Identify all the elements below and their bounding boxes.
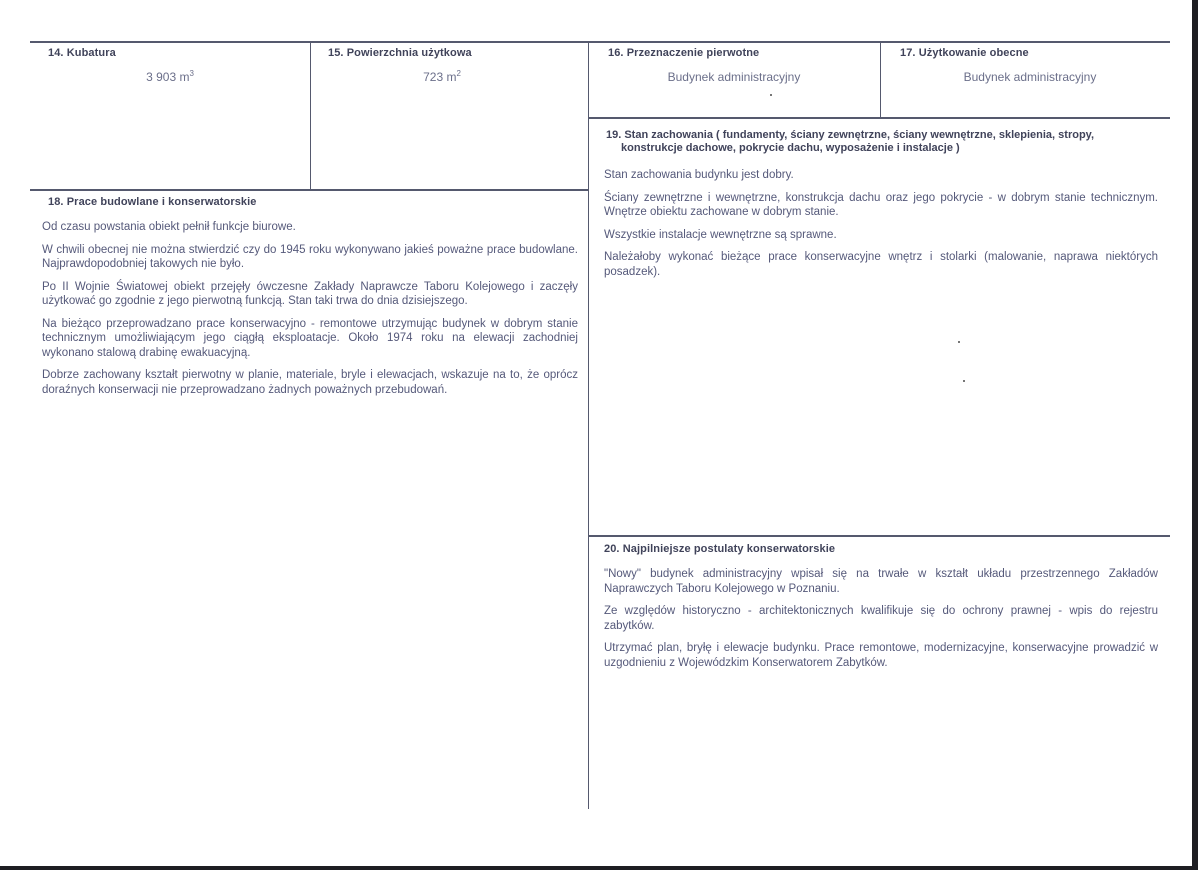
divider-16-17 [880,41,881,117]
stan-text [604,168,1158,287]
stan-paragraph: Należałoby wykonać bieżące prace konserwacyjne wnętrz i stolarki (malowanie, naprawa niektórych posadzek). [604,251,1158,278]
powierzchnia-number: 723 m [423,70,457,84]
postulaty-text [604,567,1158,678]
scan-speck [958,341,960,343]
prace-paragraph: W chwili obecnej nie można stwierdzić czy do 1945 roku wykonywano jakieś poważne prace budowlane. Najprawdopodobniej takowych nie było. [42,243,578,270]
powierzchnia-value [330,69,554,84]
rule-20-top [589,535,1170,537]
prace-paragraph: Od czasu powstania obiekt pełnił funkcje biurowe. [42,221,296,233]
scan-speck [963,380,965,382]
prace-paragraph: Dobrze zachowany kształt pierwotny w planie, materiale, bryle i elewacjach, wskazuje na to, że oprócz doraźnych konserwacji nie przeprowadzano żadnych poważnych przebudowań. [42,369,578,396]
kubatura-label: 14. Kubatura [48,47,116,59]
powierzchnia-exponent: 2 [456,69,461,78]
prace-text [42,220,578,405]
przeznaczenie-label: 16. Przeznaczenie pierwotne [608,47,760,59]
powierzchnia-label: 15. Powierzchnia użytkowa [328,47,472,59]
postulaty-paragraph: Utrzymać plan, bryłę i elewacje budynku. Prace remontowe, modernizacyjne, konserwacyjne prowadzić w uzgodnieniu z Wojewódzkim Konserwatorem Zabytków. [604,642,1158,669]
stan-paragraph: Wszystkie instalacje wewnętrzne są sprawne. [604,228,837,241]
divider-14-15 [310,41,311,189]
page-edge-bottom [0,866,1198,870]
prace-paragraph: Na bieżąco przeprowadzano prace konserwacyjno - remontowe utrzymując budynek w dobrym stanie technicznym umożliwiającym jego ciągłą eksploatacje. Około 1974 roku na elewacji zachodniej wykonano stalową drabinę ewakuacyjną. [42,317,578,359]
kubatura-exponent: 3 [189,69,194,78]
rule-18-top [30,189,588,191]
rule-16-17-bottom [589,117,1170,119]
stan-label-line1: 19. Stan zachowania ( fundamenty, ściany zewnętrzne, ściany wewnętrzne, sklepienia, stropy, [606,129,1095,141]
postulaty-label: 20. Najpilniejsze postulaty konserwatorskie [604,543,836,555]
stan-paragraph: Stan zachowania budynku jest dobry. [604,169,794,181]
page-edge-right [1192,0,1198,870]
divider-15-16 [588,41,589,809]
postulaty-paragraph: "Nowy" budynek administracyjny wpisał się na trwałe w kształt układu przestrzennego Zakładów Naprawczych Taboru Kolejowego w Poznaniu. [604,568,1158,595]
stan-label-line2: konstrukcje dachowe, pokrycie dachu, wyposażenie i instalacje ) [621,142,960,154]
prace-paragraph: Po II Wojnie Światowej obiekt przejęły ówczesne Zakłady Naprawcze Taboru Kolejowego i zaczęły użytkować go zgodnie z jego pierwotną funkcją. Stan taki trwa do dnia dzisiejszego. [42,280,578,307]
stan-paragraph: Ściany zewnętrzne i wewnętrzne, konstrukcja dachu oraz jego pokrycie - w dobrym stanie technicznym. Wnętrze obiektu zachowane w dobrym stanie. [604,191,1158,218]
kubatura-number: 3 903 m [146,70,190,84]
postulaty-paragraph: Ze względów historyczno - architektonicznych kwalifikuje się do ochrony prawnej - wpis do rejestru zabytków. [604,605,1158,632]
uzytkowanie-value: Budynek administracyjny [963,70,1097,84]
uzytkowanie-label: 17. Użytkowanie obecne [900,47,1029,59]
top-rule [30,41,1170,43]
przeznaczenie-value: Budynek administracyjny [667,70,801,84]
scan-speck [770,94,772,96]
kubatura-value [50,69,290,84]
stan-label [606,129,1166,155]
prace-label: 18. Prace budowlane i konserwatorskie [48,196,257,208]
